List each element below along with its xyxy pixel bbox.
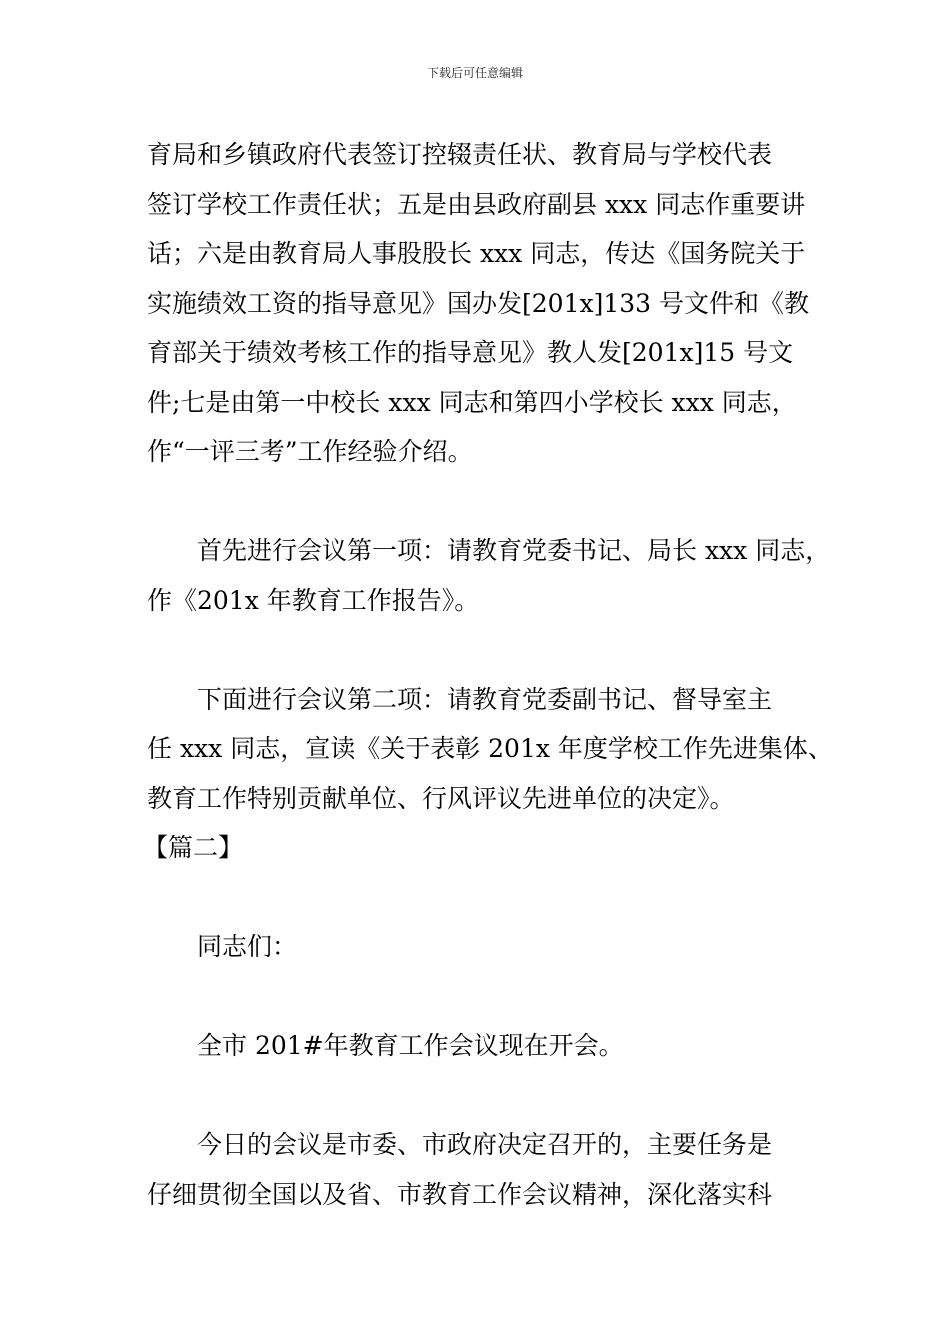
text-line: 签订学校工作责任状；五是由县政府副县 xxx 同志作重要讲 [147, 189, 806, 219]
paragraph-5: 全市 201#年教育工作会议现在开会。 [197, 1031, 624, 1060]
text-line: 今日的会议是市委、市政府决定召开的，主要任务是 [197, 1130, 773, 1159]
paragraph-2 [147, 526, 831, 625]
paragraph-gap [147, 1071, 819, 1121]
paragraph-3 [147, 675, 833, 824]
paragraph-gap [147, 477, 819, 527]
text-line: 话；六是由教育局人事股股长 xxx 同志，传达《国务院关于 [147, 239, 806, 268]
paragraph-gap [147, 873, 819, 923]
text-line: 首先进行会议第一项：请教育党委书记、局长 xxx 同志， [197, 536, 831, 565]
text-line: 育局和乡镇政府代表签订控辍责任状、教育局与学校代表 [147, 140, 773, 169]
text-line: 任 xxx 同志，宣读《关于表彰 201x 年度学校工作先进集体、 [147, 734, 833, 763]
document-body [143, 130, 833, 1219]
paragraph-6 [147, 1120, 819, 1219]
text-line: 仔细贯彻全国以及省、市教育工作会议精神，深化落实科 [147, 1179, 773, 1209]
paragraph-gap [147, 625, 819, 675]
text-line: 教育工作特别贡献单位、行风评议先进单位的决定》。 [147, 783, 735, 813]
text-line: 实施绩效工资的指导意见》国办发[201x]133 号文件和《教 [147, 288, 809, 318]
text-line: 作《201x 年教育工作报告》。 [147, 585, 480, 615]
text-line: 育部关于绩效考核工作的指导意见》教人发[201x]15 号文 [147, 338, 794, 367]
page-header-note: 下载后可任意编辑 [426, 66, 523, 80]
paragraph-gap [147, 972, 819, 1022]
text-line: 作“一评三考”工作经验介绍。 [147, 437, 473, 466]
text-line: 下面进行会议第二项：请教育党委副书记、督导室主 [197, 684, 773, 714]
text-line: 件;七是由第一中校长 xxx 同志和第四小学校长 xxx 同志， [147, 387, 797, 417]
paragraph-4: 同志们： [197, 932, 298, 961]
paragraph-1 [147, 130, 819, 477]
section-heading: 【篇二】 [143, 833, 244, 862]
